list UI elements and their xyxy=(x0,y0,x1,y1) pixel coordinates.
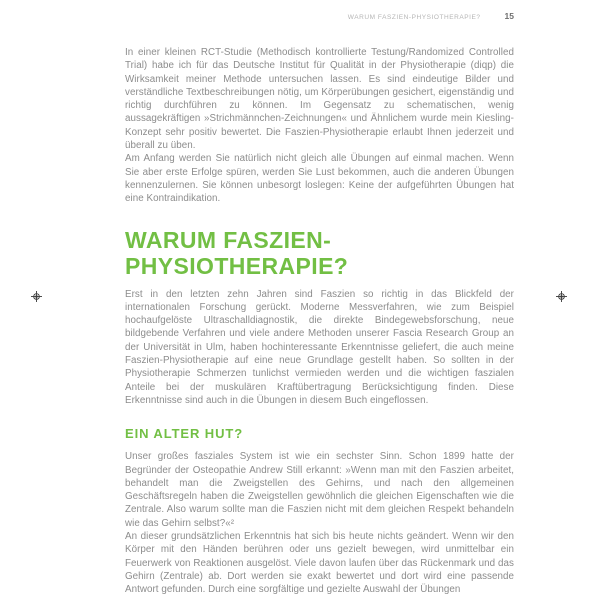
registration-mark-icon xyxy=(31,291,42,302)
registration-mark-icon xyxy=(556,291,567,302)
text-column xyxy=(125,46,514,597)
body-paragraph: An dieser grundsätzlichen Erkenntnis hat sich bis heute nichts geändert. Wenn wir den Körper mit den Händen berühren oder uns gezielt bewegen, wird unmittelbar ein Feuerwerk von Reaktionen ausgelöst. Viele davon laufen über das Rückenmark und das Gehirn (Zentrale) ab. Dort werden sie exakt bewertet und dort wird eine passende Antwort gefunden. Durch eine sorgfältige und gezielte Auswahl der Übungen xyxy=(125,531,514,596)
section-title: EIN ALTER HUT? xyxy=(125,426,244,442)
body-paragraph: Erst in den letzten zehn Jahren sind Faszien so richtig in das Blickfeld der internationalen Forschung gerückt. Moderne Messverfahren, wie zum Beispiel hochaufgelöste Ultraschalldiagnostik, die direkte Bindegewebsforschung, neue bildgebende Verfahren und viele andere Methoden unserer Fascia Research Group an der Universität in Ulm, haben hochinteressante Erkenntnisse geliefert, die auch meine Faszien-Physiotherapie auf eine neue Grundlage gestellt haben. So sollten in der Physiotherapie Schmerzen tunlichst vermieden werden und die wichtigen faszialen Anteile bei der muskulären Kraftübertragung Berücksichtigung finden. Diese Erkenntnisse sind auch in die Übungen in diesem Buch eingeflossen. xyxy=(125,288,514,406)
intro-paragraph: In einer kleinen RCT-Studie (Methodisch kontrollierte Testung/Randomized Controlled Trial) habe ich für das Deutsche Institut für Qualität in der Physiotherapie (diqp) die Wirksamkeit meiner Methode untersuchen lassen. Es sind eindeutige Bilder und verständliche Textbeschreibungen nötig, um Körperübungen gesichert, eigenständig und richtig durchführen zu können. Im Gegensatz zu schematischen, wenig aussagekräftigen »Strichmännchen-Zeichnungen« und Ähnlichem wurde mein Kiesling-Konzept sehr positiv bewertet. Die Faszien-Physiotherapie erlaubt Ihnen jederzeit und überall zu üben. xyxy=(125,47,514,152)
chapter-title: WARUM FASZIEN-PHYSIOTHERAPIE? xyxy=(125,226,349,279)
body-paragraph: Unser großes fasziales System ist wie ein sechster Sinn. Schon 1899 hatte der Begründer der Osteopathie Andrew Still erkannt: »Wenn man mit den Faszien arbeitet, behandelt man die Zweigstellen des Gehirns, und nach den allgemeinen Geschäftsregeln haben die Zweigstellen gewöhnlich die gleichen Eigenschaften wie die Zentrale. Also warum sollte man die Faszien nicht mit dem gleichen Respekt behandeln wie das Gehirn selbst?«² xyxy=(125,451,514,529)
intro-paragraph: Am Anfang werden Sie natürlich nicht gleich alle Übungen auf einmal machen. Wenn Sie aber erste Erfolge spüren, werden Sie Lust bekommen, auch die anderen Übungen kennenzulernen. Sie können unbesorgt loslegen: Keine der aufgeführten Übungen hat eine Kontraindikation. xyxy=(125,153,514,205)
running-header-title: WARUM FASZIEN-PHYSIOTHERAPIE? xyxy=(347,14,481,21)
page-number: 15 xyxy=(504,11,514,21)
running-header xyxy=(125,11,514,21)
